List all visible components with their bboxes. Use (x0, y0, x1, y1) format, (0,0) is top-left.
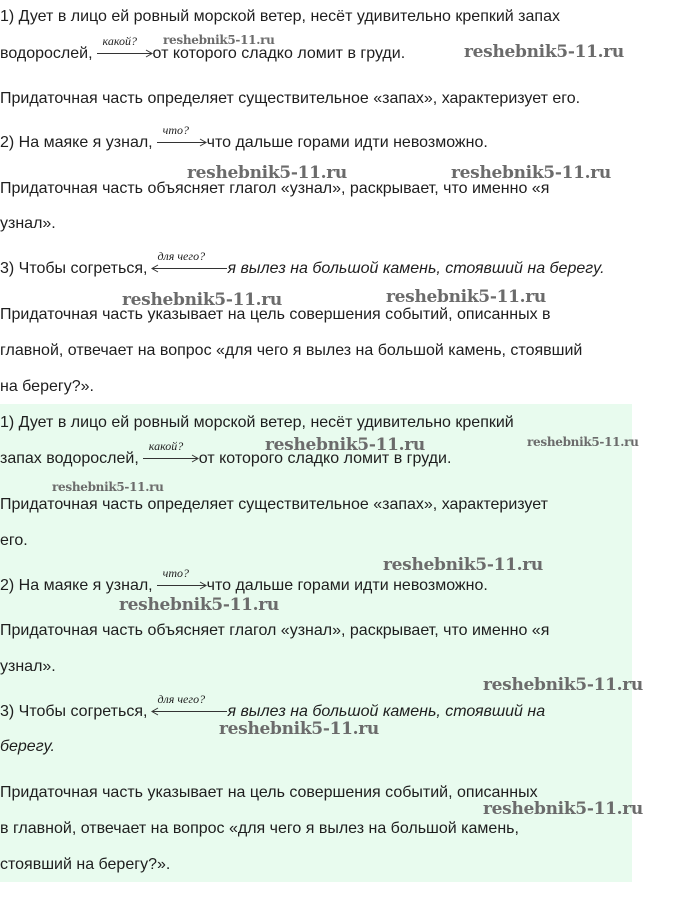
watermark: reshebnik5-11.ru (122, 290, 282, 310)
b1-item3-after: я вылез на большой камень, стоявший на берегу. (227, 260, 605, 277)
watermark: reshebnik5-11.ru (483, 799, 643, 819)
watermark: reshebnik5-11.ru (527, 435, 639, 449)
b1-item3-explain3: на берегу?». (0, 378, 94, 395)
b2-item1-line1: 1) Дует в лицо ей ровный морской ветер, несёт удивительно крепкий (0, 414, 514, 431)
arrow-right-icon (157, 581, 209, 590)
question-label: для чего? (157, 692, 206, 707)
b1-item3-explain1: Придаточная часть указывает на цель совершения событий, описанных в (0, 306, 551, 323)
b1-item3-before: 3) Чтобы согреться, (0, 260, 148, 277)
question-arrow (151, 692, 227, 712)
question-label: что? (162, 123, 190, 138)
b1-item3-line (0, 249, 605, 278)
watermark: reshebnik5-11.ru (119, 595, 279, 615)
watermark: reshebnik5-11.ru (219, 719, 379, 739)
question-label: что? (162, 566, 190, 581)
b2-item3-before: 3) Чтобы согреться, (0, 703, 148, 720)
b2-item3-after2: берегу. (0, 738, 55, 755)
watermark: reshebnik5-11.ru (464, 42, 624, 62)
watermark: reshebnik5-11.ru (187, 163, 347, 183)
arrow-left-icon (151, 264, 229, 273)
question-arrow (97, 34, 153, 54)
b2-item2-explain1: Придаточная часть объясняет глагол «узнал», раскрывает, что именно «я (0, 622, 550, 639)
watermark: reshebnik5-11.ru (386, 287, 546, 307)
b1-item1-explain: Придаточная часть определяет существительное «запах», характеризует его. (0, 90, 581, 107)
watermark: reshebnik5-11.ru (383, 555, 543, 575)
question-label: для чего? (157, 249, 206, 264)
question-label: какой? (102, 34, 137, 49)
question-arrow (143, 439, 199, 459)
watermark: reshebnik5-11.ru (483, 675, 643, 695)
question-label: какой? (148, 439, 184, 454)
b1-item1-after: от которого сладко ломит в груди. (152, 45, 406, 62)
b2-item2-explain2: узнал». (0, 658, 56, 675)
watermark: reshebnik5-11.ru (163, 33, 275, 47)
question-arrow (151, 249, 227, 269)
watermark: reshebnik5-11.ru (265, 435, 425, 455)
b1-item1-line1: 1) Дует в лицо ей ровный морской ветер, несёт удивительно крепкий запах (0, 8, 560, 25)
b1-item2-after: что дальше горами идти невозможно. (206, 134, 488, 151)
b2-item1-explain2: его. (0, 532, 28, 549)
arrow-right-icon (157, 138, 209, 147)
b2-item1-after: от которого сладко ломит в груди. (198, 450, 452, 467)
b1-item2-explain2: узнал». (0, 215, 56, 232)
watermark: reshebnik5-11.ru (451, 163, 611, 183)
b2-item2-line (0, 566, 488, 595)
arrow-left-icon (151, 707, 229, 716)
b2-item1-before: запах водорослей, (0, 450, 139, 467)
b2-item3-explain2: в главной, отвечает на вопрос «для чего я вылез на большой камень, (0, 820, 519, 837)
b2-item3-explain3: стоявший на берегу?». (0, 856, 171, 873)
watermark: reshebnik5-11.ru (52, 480, 164, 494)
b1-item2-explain1: Придаточная часть объясняет глагол «узнал», раскрывает, что именно «я (0, 180, 550, 197)
b1-item2-before: 2) На маяке я узнал, (0, 134, 153, 151)
b1-item1-before: водорослей, (0, 45, 93, 62)
question-arrow (157, 123, 207, 143)
question-arrow (157, 566, 207, 586)
b2-item2-before: 2) На маяке я узнал, (0, 577, 153, 594)
arrow-right-icon (97, 49, 155, 58)
b2-item1-explain1: Придаточная часть определяет существительное «запах», характеризует (0, 496, 548, 513)
b2-item3-after1: я вылез на большой камень, стоявший на (227, 703, 546, 720)
b1-item3-explain2: главной, отвечает на вопрос «для чего я вылез на большой камень, стоявший (0, 342, 583, 359)
b1-item2-line (0, 123, 488, 152)
arrow-right-icon (143, 454, 201, 463)
b2-item3-explain1: Придаточная часть указывает на цель совершения событий, описанных (0, 784, 538, 801)
b2-item2-after: что дальше горами идти невозможно. (206, 577, 488, 594)
